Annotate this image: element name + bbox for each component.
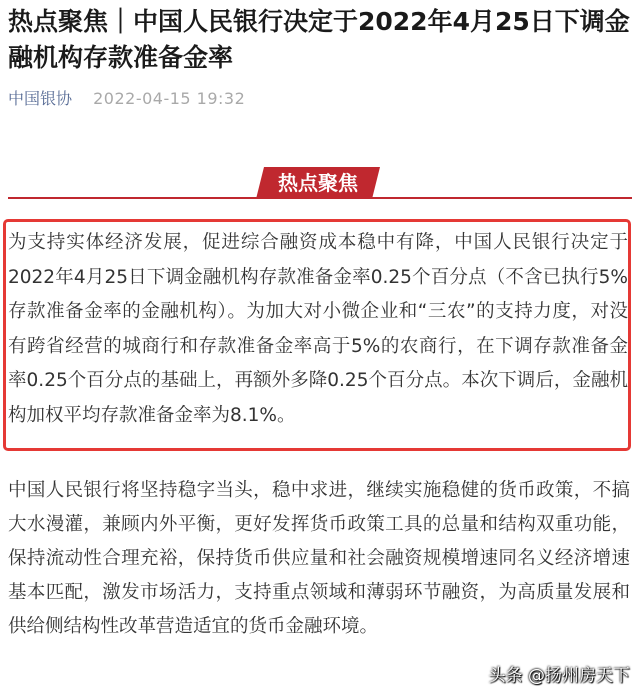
highlighted-paragraph: 为支持实体经济发展，促进综合融资成本稳中有降，中国人民银行决定于2022年4月25日下调金融机构存款准备金率0.25个百分点（不含已执行5%存款准备金率的金融机构）。为加大对小微企业和“三农”的支持力度，对没有跨省经营的城商行和存款准备金率高于5%的农商行，在下调存款准备金率0.25个百分点的基础上，再额外多降0.25个百分点。本次下调后，金融机构加权平均存款准备金率为8.1%。 [8, 232, 628, 426]
article-meta [8, 88, 245, 110]
body-paragraph: 中国人民银行将坚持稳字当头，稳中求进，继续实施稳健的货币政策，不搞大水漫灌，兼顾内外平衡，更好发挥货币政策工具的总量和结构双重功能，保持流动性合理充裕，保持货币供应量和社会融资规模增速同名义经济增速基本匹配，激发市场活力，支持重点领域和薄弱环节融资，为高质量发展和供给侧结构性改革营造适宜的货币金融环境。 [8, 480, 630, 637]
section-tag-label: 热点聚焦 [278, 171, 358, 195]
publish-time: 2022-04-15 19:32 [93, 89, 246, 108]
watermark: 头条 @扬州房天下 [488, 666, 630, 686]
section-tag [256, 167, 380, 199]
source-link[interactable]: 中国银协 [8, 89, 73, 108]
article-title: 热点聚焦｜中国人民银行决定于2022年4月25日下调金融机构存款准备金率 [8, 7, 630, 72]
